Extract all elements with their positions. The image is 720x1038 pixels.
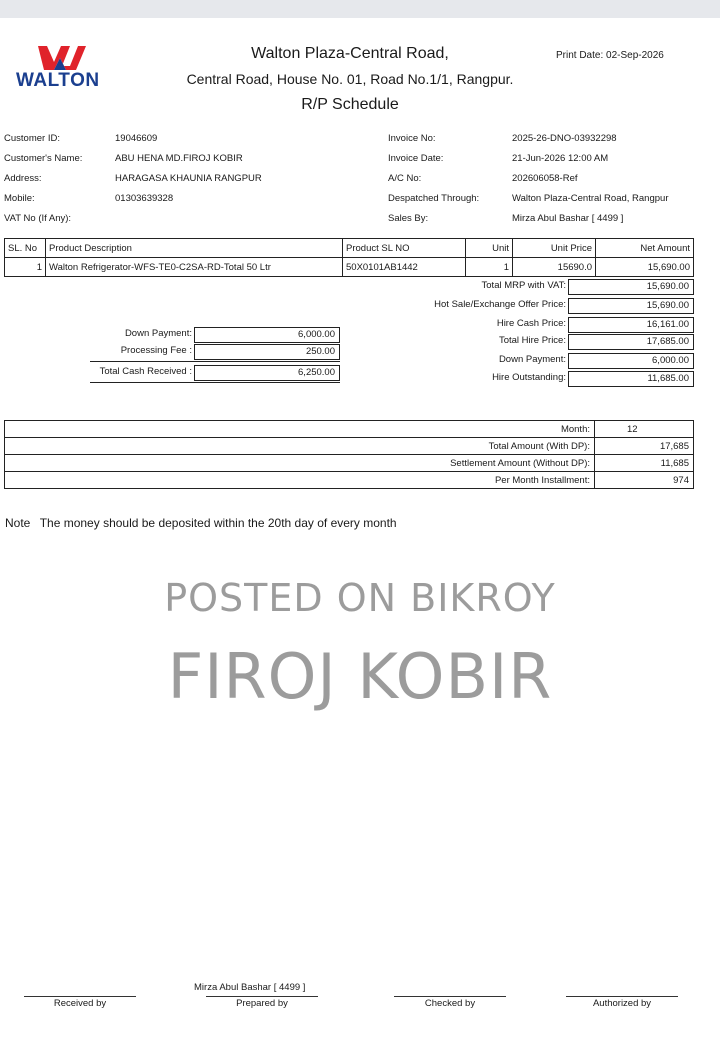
table-row <box>5 438 694 455</box>
total-cash-value: 6,250.00 <box>194 365 340 381</box>
info-left <box>4 133 262 233</box>
table-row <box>5 258 694 277</box>
offer-price-label: Hot Sale/Exchange Offer Price: <box>434 299 566 310</box>
authorized-by-label: Authorized by <box>592 998 652 1009</box>
received-line <box>24 996 136 997</box>
address-value: HARAGASA KHAUNIA RANGPUR <box>115 173 262 184</box>
customer-name-label: Customer's Name: <box>4 153 83 164</box>
installment-table <box>4 420 694 489</box>
authorized-line <box>566 996 678 997</box>
checked-by-label: Checked by <box>424 998 476 1009</box>
sales-by-label: Sales By: <box>388 213 429 224</box>
received-by-label: Received by <box>53 998 107 1009</box>
per-month-value: 974 <box>595 472 694 489</box>
prepared-by-name: Mirza Abul Bashar [ 4499 ] <box>194 982 306 993</box>
hire-outstanding-label: Hire Outstanding: <box>492 372 566 383</box>
down-payment-right-value: 6,000.00 <box>568 353 694 369</box>
total-cash-underline <box>90 382 340 383</box>
col-sl: SL. No <box>5 239 46 258</box>
total-mrp-label: Total MRP with VAT: <box>481 280 566 291</box>
invoice-no-label: Invoice No: <box>388 133 436 144</box>
mobile-value: 01303639328 <box>115 193 174 204</box>
total-hire-label: Total Hire Price: <box>498 335 566 346</box>
hire-cash-value: 16,161.00 <box>568 317 694 333</box>
cell-unit: 1 <box>466 258 513 277</box>
header-line-2: Central Road, House No. 01, Road No.1/1, Rangpur. <box>186 71 514 87</box>
table-row <box>5 455 694 472</box>
cell-product-sl: 50X0101AB1442 <box>343 258 466 277</box>
month-label: Month: <box>5 421 595 438</box>
offer-price-value: 15,690.00 <box>568 298 694 314</box>
fee-divider <box>90 361 340 362</box>
table-row <box>5 472 694 489</box>
cell-unit-price: 15690.0 <box>513 258 596 277</box>
total-mrp-value: 15,690.00 <box>568 279 694 295</box>
prepared-by-label: Prepared by <box>236 998 288 1009</box>
table-row <box>5 421 694 438</box>
prepared-line <box>206 996 318 997</box>
header-title: R/P Schedule <box>301 96 399 113</box>
brand-name: WALTON <box>16 70 100 91</box>
sales-by-value: Mirza Abul Bashar [ 4499 ] <box>512 213 624 224</box>
top-bar <box>0 0 720 18</box>
watermark-line-1: POSTED ON BIKROY <box>164 576 556 620</box>
cell-description: Walton Refrigerator-WFS-TE0-C2SA-RD-Total 50 Ltr <box>46 258 343 277</box>
items-header-row <box>5 239 694 258</box>
invoice-date-value: 21-Jun-2026 12:00 AM <box>512 153 609 164</box>
down-payment-right-label: Down Payment: <box>498 354 566 365</box>
items-table <box>4 238 694 277</box>
address-label: Address: <box>4 173 42 184</box>
invoice-date-label: Invoice Date: <box>388 153 444 164</box>
note-text: The money should be deposited within the 20th day of every month <box>39 516 397 530</box>
total-with-dp-value: 17,685 <box>595 438 694 455</box>
customer-name-value: ABU HENA MD.FIROJ KOBIR <box>115 153 243 164</box>
cell-sl: 1 <box>5 258 46 277</box>
customer-id-value: 19046609 <box>115 133 158 144</box>
cell-net-amount: 15,690.00 <box>596 258 694 277</box>
customer-id-label: Customer ID: <box>4 133 60 144</box>
note <box>5 516 397 530</box>
info-right <box>388 133 698 233</box>
processing-fee-value: 250.00 <box>194 344 340 360</box>
col-unit: Unit <box>466 239 513 258</box>
header-line-1: Walton Plaza-Central Road, <box>251 45 449 62</box>
ac-no-label: A/C No: <box>388 173 422 184</box>
ac-no-value: 202606058-Ref <box>512 173 578 184</box>
settlement-label: Settlement Amount (Without DP): <box>5 455 595 472</box>
watermark-line-2: FIROJ KOBIR <box>167 640 553 713</box>
settlement-value: 11,685 <box>595 455 694 472</box>
total-with-dp-label: Total Amount (With DP): <box>5 438 595 455</box>
total-hire-value: 17,685.00 <box>568 334 694 350</box>
processing-fee-label: Processing Fee : <box>120 345 192 356</box>
col-unit-price: Unit Price <box>513 239 596 258</box>
down-payment-value: 6,000.00 <box>194 327 340 343</box>
note-label: Note <box>5 516 31 530</box>
col-product-sl: Product SL NO <box>343 239 466 258</box>
down-payment-label: Down Payment: <box>124 328 192 339</box>
print-date: Print Date: 02-Sep-2026 <box>556 50 664 61</box>
total-cash-label: Total Cash Received : <box>99 366 192 377</box>
per-month-label: Per Month Installment: <box>5 472 595 489</box>
col-net-amount: Net Amount <box>596 239 694 258</box>
checked-line <box>394 996 506 997</box>
despatched-value: Walton Plaza-Central Road, Rangpur <box>512 193 669 204</box>
mobile-label: Mobile: <box>4 193 35 204</box>
despatched-label: Despatched Through: <box>388 193 480 204</box>
month-value: 12 <box>595 421 694 438</box>
vat-label: VAT No (If Any): <box>4 213 72 224</box>
hire-outstanding-value: 11,685.00 <box>568 371 694 387</box>
hire-cash-label: Hire Cash Price: <box>496 318 566 329</box>
invoice-no-value: 2025-26-DNO-03932298 <box>512 133 617 144</box>
col-description: Product Description <box>46 239 343 258</box>
